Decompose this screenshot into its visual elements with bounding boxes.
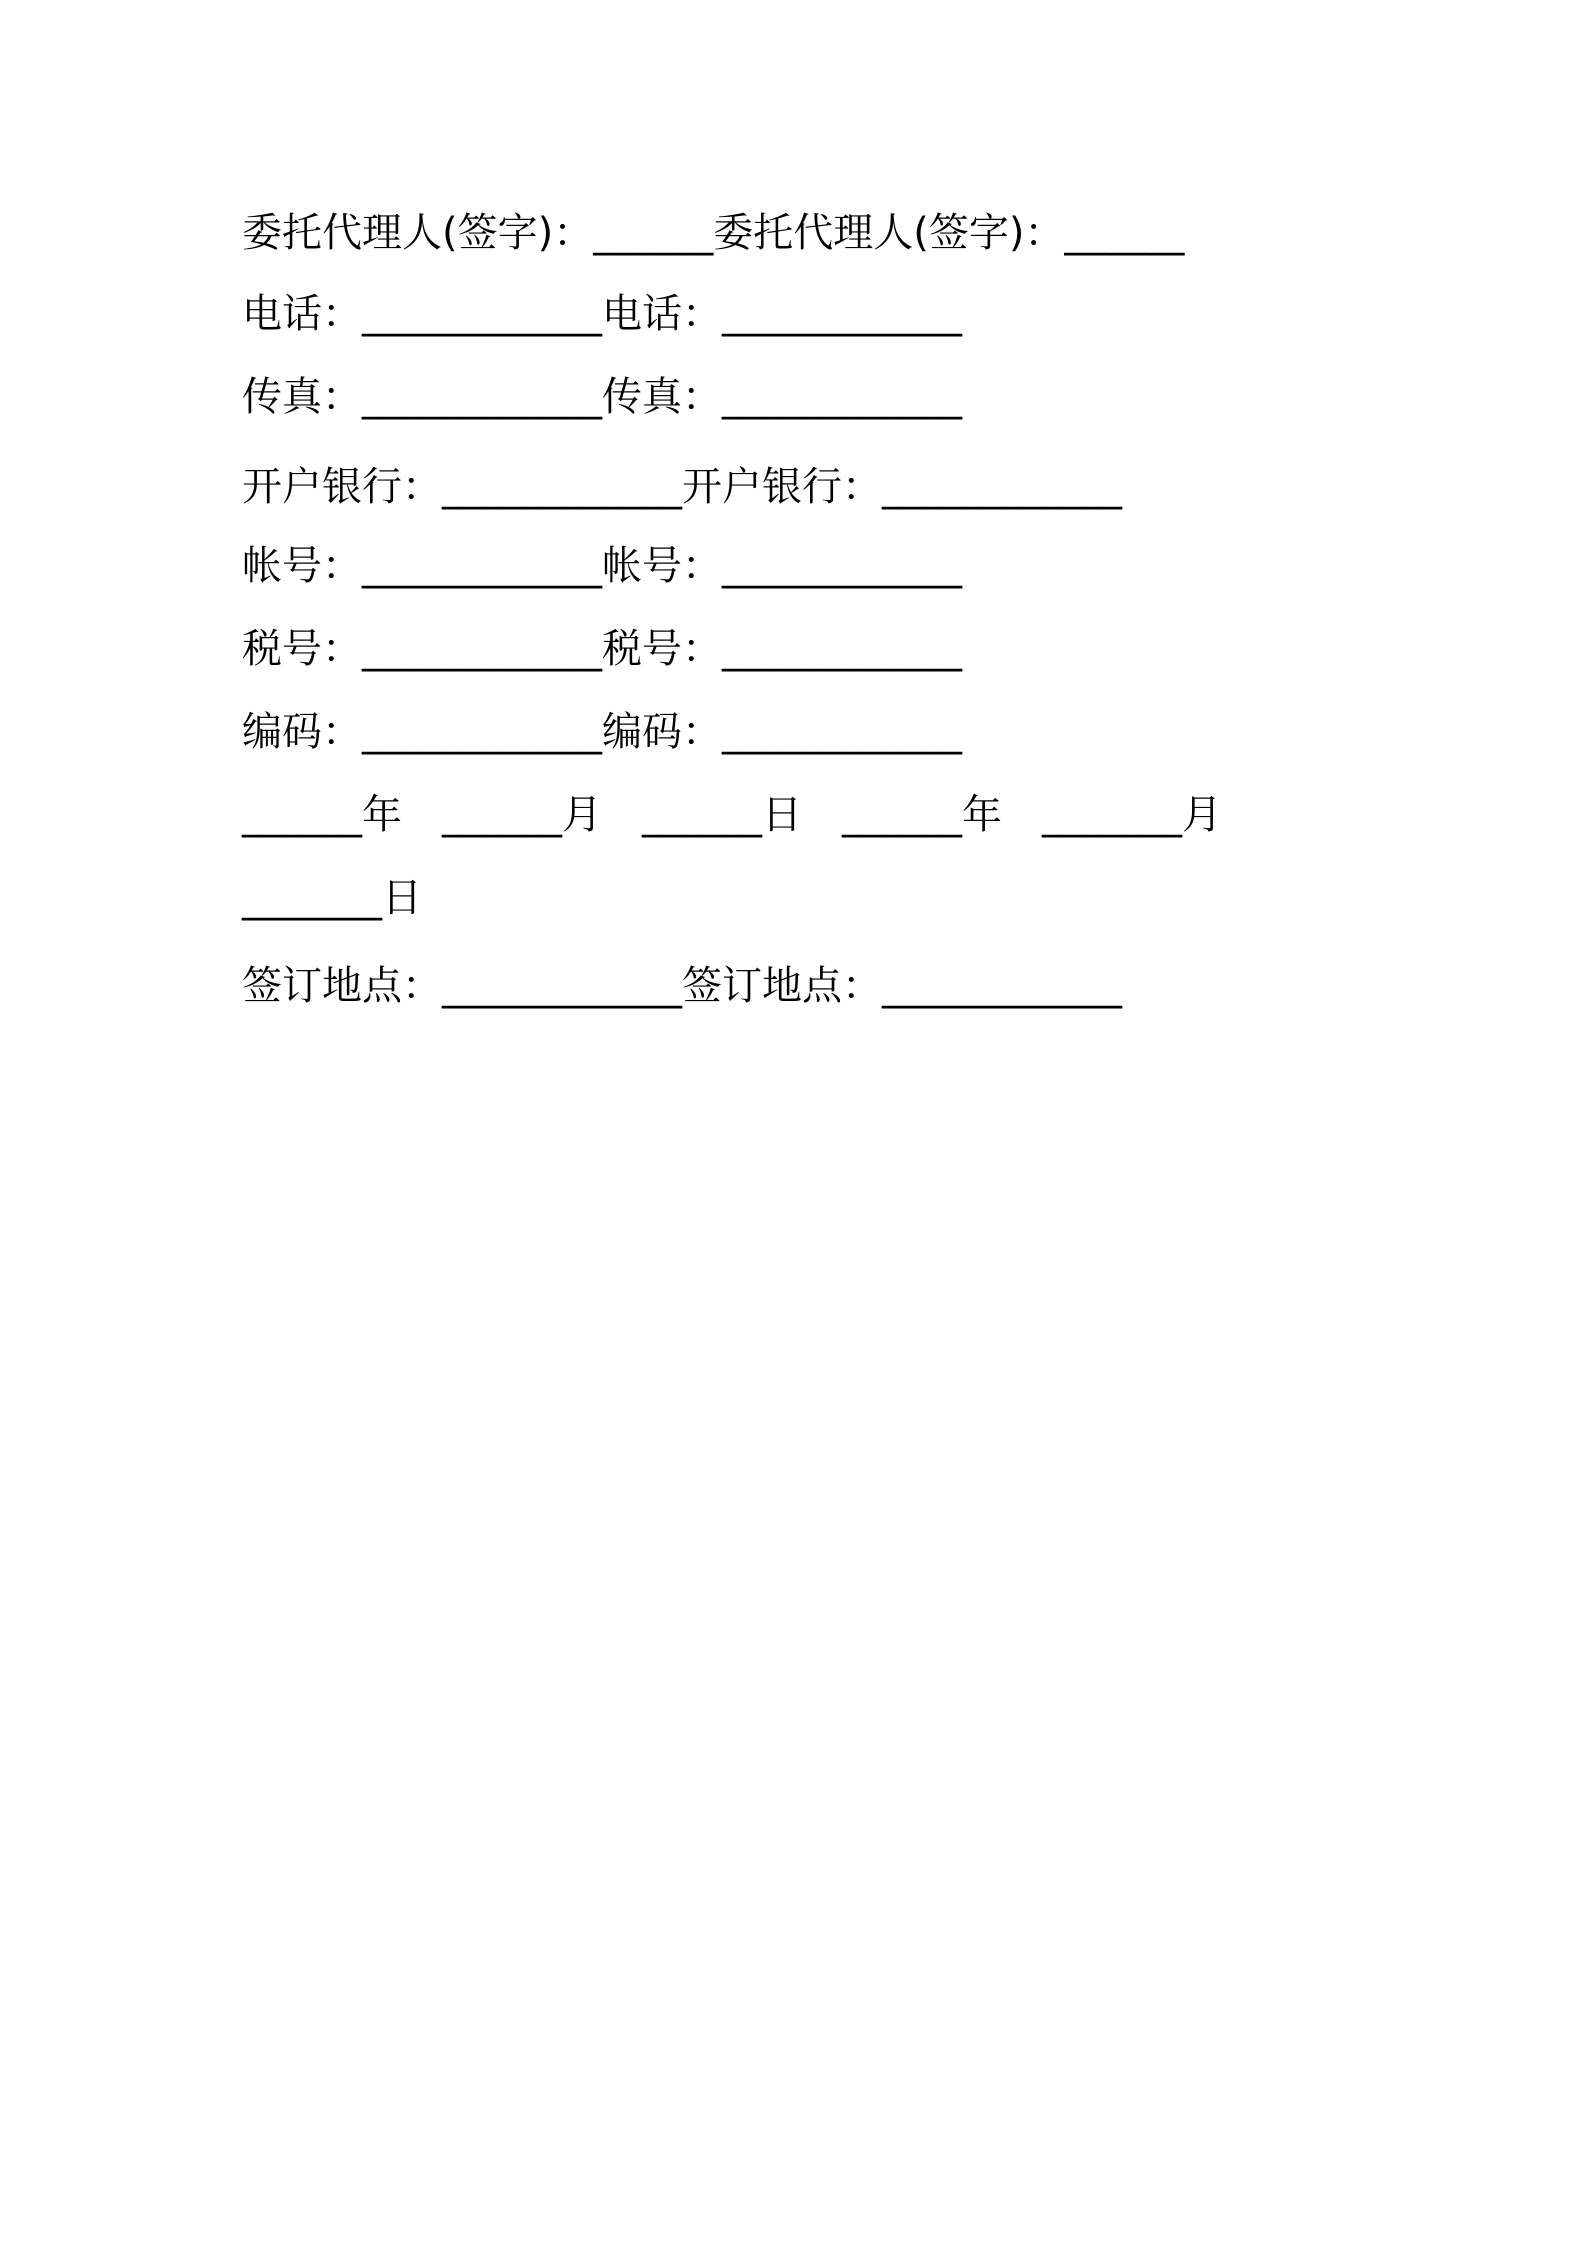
phone-line: 电话：____________电话：____________ <box>242 291 962 337</box>
fax-line: 传真：____________传真：____________ <box>242 374 962 420</box>
agent-signature-line: 委托代理人(签字)：______委托代理人(签字)：______ <box>242 210 1185 256</box>
date-line: ______年 ______月 ______日 ______年 _______月 <box>242 792 1222 838</box>
postal-code-line: 编码：____________编码：____________ <box>242 709 962 755</box>
account-line: 帐号：____________帐号：____________ <box>242 543 962 589</box>
signing-place-line: 签订地点：____________签订地点：____________ <box>242 963 1122 1009</box>
bank-line: 开户银行：____________开户银行：____________ <box>242 464 1122 510</box>
date-line-continued: _______日 <box>242 875 422 921</box>
tax-id-line: 税号：____________税号：____________ <box>242 626 962 672</box>
